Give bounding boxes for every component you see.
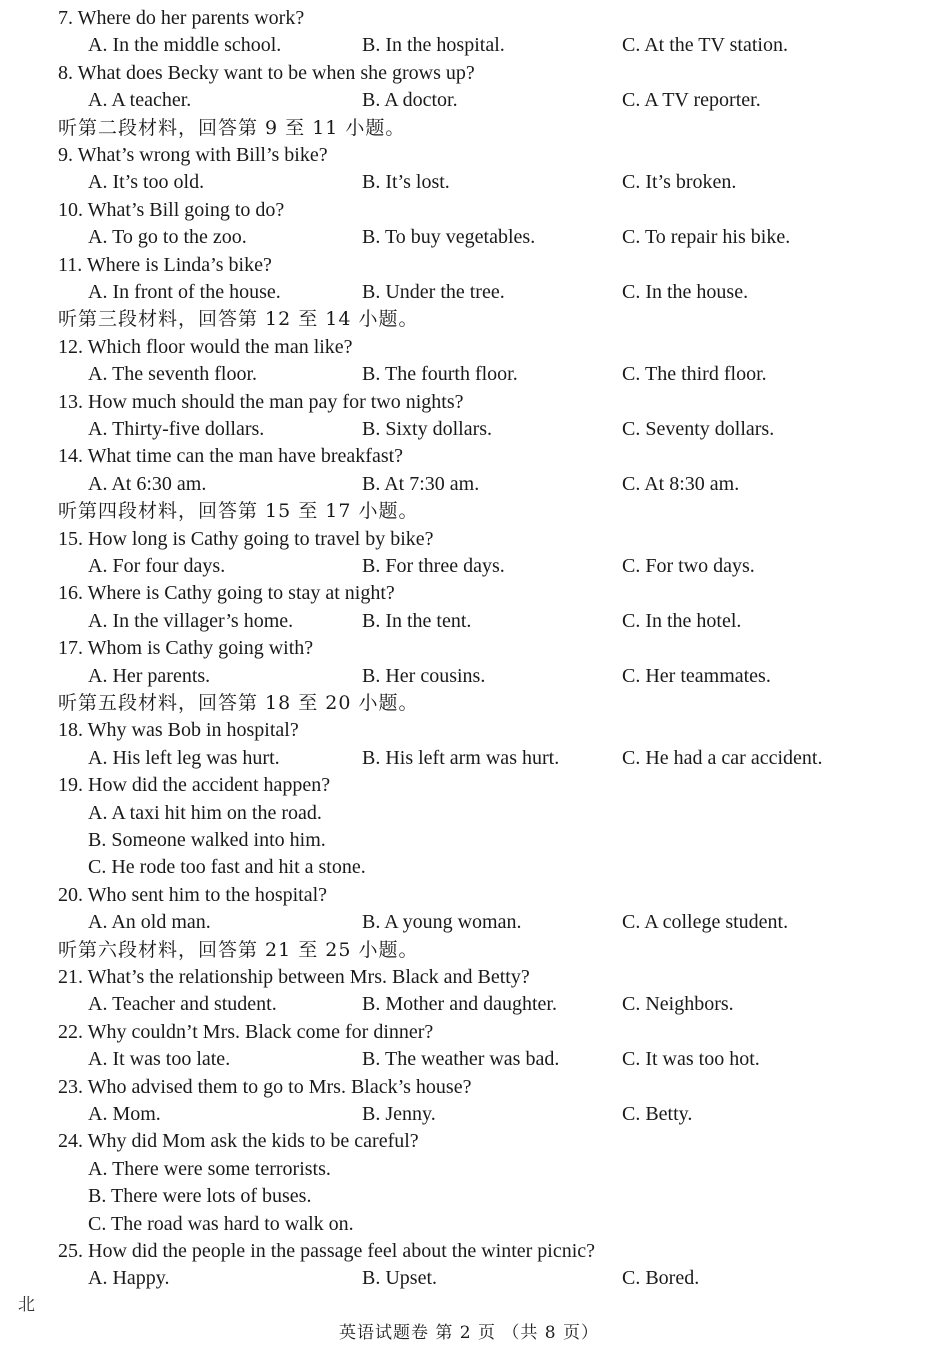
- option-c: C. A college student.: [622, 911, 789, 934]
- question-line: [0, 772, 938, 799]
- question-text: 8. What does Becky want to be when she grows up?: [58, 61, 475, 84]
- edge-text: 北: [18, 1295, 35, 1315]
- question-text: 10. What’s Bill going to do?: [58, 198, 285, 221]
- options-line: [0, 1156, 938, 1183]
- question-text: 11. Where is Linda’s bike?: [58, 253, 272, 276]
- option-c: C. In the house.: [622, 281, 749, 303]
- question-line: [0, 334, 938, 361]
- page-footer: 英语试题卷 第 2 页 （共 8 页）: [338, 1323, 600, 1343]
- options-line: [0, 471, 938, 498]
- question-line: [0, 882, 938, 909]
- option-b: B. Sixty dollars.: [362, 418, 493, 440]
- question-line: [0, 1019, 938, 1046]
- option-c: C. Neighbors.: [622, 993, 734, 1016]
- option-a: A. There were some terrorists.: [88, 1157, 331, 1180]
- option-a: A. The seventh floor.: [88, 363, 258, 386]
- option-c: C. He had a car accident.: [622, 746, 823, 769]
- options-line: [0, 827, 938, 854]
- question-text: 13. How much should the man pay for two nights?: [58, 390, 464, 413]
- option-a: A. His left leg was hurt.: [88, 746, 280, 769]
- option-b: B. A young woman.: [362, 911, 522, 934]
- options-line: [0, 1101, 938, 1128]
- option-b: B. Jenny.: [362, 1103, 436, 1125]
- question-text: 23. Who advised them to go to Mrs. Black’s house?: [58, 1075, 472, 1098]
- option-b: B. For three days.: [362, 555, 505, 577]
- section-text: 听第六段材料，回答第 21 至 25 小题。: [58, 938, 419, 961]
- question-text: 15. How long is Cathy going to travel by bike?: [58, 527, 434, 550]
- option-a: A. Mom.: [88, 1103, 161, 1125]
- question-line: [0, 1238, 938, 1265]
- question-text: 22. Why couldn’t Mrs. Black come for dinner?: [58, 1020, 434, 1043]
- question-text: 25. How did the people in the passage feel about the winter picnic?: [58, 1240, 596, 1262]
- option-a: B. There were lots of buses.: [88, 1185, 312, 1208]
- section-text: 听第五段材料，回答第 18 至 20 小题。: [58, 692, 419, 714]
- option-b: B. In the hospital.: [362, 34, 505, 57]
- option-a: C. He rode too fast and hit a stone.: [88, 856, 366, 879]
- options-line: [0, 854, 938, 881]
- question-text: 7. Where do her parents work?: [58, 7, 305, 29]
- option-a: A. At 6:30 am.: [88, 472, 207, 495]
- option-a: A. In front of the house.: [88, 281, 281, 303]
- option-a: C. The road was hard to walk on.: [88, 1212, 354, 1235]
- question-text: 14. What time can the man have breakfast?: [58, 445, 404, 468]
- options-line: [0, 169, 938, 196]
- option-a: A. It’s too old.: [88, 171, 205, 194]
- question-line: [0, 60, 938, 87]
- question-text: 18. Why was Bob in hospital?: [58, 719, 299, 742]
- option-c: C. A TV reporter.: [622, 89, 761, 112]
- option-a: A. Thirty-five dollars.: [88, 418, 265, 440]
- option-b: B. Under the tree.: [362, 281, 505, 303]
- option-a: A. A taxi hit him on the road.: [88, 801, 322, 824]
- section-instruction: [0, 306, 938, 333]
- option-a: A. Teacher and student.: [88, 993, 277, 1016]
- question-line: [0, 197, 938, 224]
- question-line: [0, 252, 938, 279]
- option-a: A. For four days.: [88, 555, 226, 577]
- option-c: C. Bored.: [622, 1267, 700, 1290]
- option-c: C. In the hotel.: [622, 609, 742, 632]
- question-line: [0, 142, 938, 169]
- option-b: B. The weather was bad.: [362, 1048, 560, 1071]
- option-c: C. For two days.: [622, 555, 755, 577]
- option-c: C. Seventy dollars.: [622, 418, 775, 440]
- option-a: A. Her parents.: [88, 664, 211, 687]
- options-line: [0, 361, 938, 388]
- option-c: C. Her teammates.: [622, 664, 771, 687]
- option-c: C. It’s broken.: [622, 171, 737, 194]
- question-line: [0, 443, 938, 470]
- options-line: [0, 991, 938, 1018]
- options-line: [0, 800, 938, 827]
- options-line: [0, 416, 938, 443]
- options-line: [0, 87, 938, 114]
- question-line: [0, 580, 938, 607]
- question-text: 19. How did the accident happen?: [58, 774, 331, 797]
- question-line: [0, 717, 938, 744]
- question-line: [0, 964, 938, 991]
- section-instruction: [0, 115, 938, 142]
- options-line: [0, 1211, 938, 1238]
- option-a: A. It was too late.: [88, 1048, 231, 1071]
- section-text: 听第三段材料，回答第 12 至 14 小题。: [58, 308, 419, 331]
- question-text: 24. Why did Mom ask the kids to be careful?: [58, 1130, 419, 1153]
- option-a: A. An old man.: [88, 911, 211, 934]
- option-c: C. At the TV station.: [622, 34, 788, 57]
- option-a: A. To go to the zoo.: [88, 226, 247, 249]
- option-b: B. The fourth floor.: [362, 363, 518, 386]
- question-line: [0, 389, 938, 416]
- option-c: C. Betty.: [622, 1103, 693, 1125]
- option-a: A. Happy.: [88, 1267, 170, 1290]
- options-line: [0, 909, 938, 936]
- option-b: B. At 7:30 am.: [362, 472, 480, 495]
- option-a: A. In the middle school.: [88, 34, 282, 57]
- question-text: 12. Which floor would the man like?: [58, 335, 353, 358]
- section-instruction: [0, 498, 938, 525]
- question-text: 16. Where is Cathy going to stay at night?: [58, 582, 395, 605]
- options-line: [0, 1265, 938, 1292]
- option-c: C. At 8:30 am.: [622, 472, 740, 495]
- options-line: [0, 745, 938, 772]
- option-b: B. Upset.: [362, 1267, 437, 1290]
- options-line: [0, 279, 938, 306]
- options-line: [0, 224, 938, 251]
- question-line: [0, 1074, 938, 1101]
- question-line: [0, 5, 938, 32]
- option-a: B. Someone walked into him.: [88, 829, 326, 851]
- option-a: A. In the villager’s home.: [88, 609, 294, 632]
- option-b: B. Mother and daughter.: [362, 993, 557, 1016]
- question-line: [0, 1128, 938, 1155]
- option-b: B. A doctor.: [362, 89, 458, 112]
- question-text: 17. Whom is Cathy going with?: [58, 637, 314, 660]
- option-b: B. To buy vegetables.: [362, 226, 536, 249]
- options-line: [0, 32, 938, 59]
- section-text: 听第四段材料，回答第 15 至 17 小题。: [58, 500, 419, 523]
- options-line: [0, 1183, 938, 1210]
- question-line: [0, 526, 938, 553]
- option-c: C. To repair his bike.: [622, 226, 791, 249]
- options-line: [0, 1046, 938, 1073]
- option-c: C. The third floor.: [622, 363, 767, 386]
- options-line: [0, 553, 938, 580]
- question-text: 21. What’s the relationship between Mrs. Black and Betty?: [58, 966, 530, 988]
- question-text: 9. What’s wrong with Bill’s bike?: [58, 144, 328, 166]
- option-b: B. Her cousins.: [362, 664, 486, 687]
- section-instruction: [0, 937, 938, 964]
- options-line: [0, 663, 938, 690]
- question-text: 20. Who sent him to the hospital?: [58, 883, 328, 906]
- section-instruction: [0, 690, 938, 717]
- option-c: C. It was too hot.: [622, 1048, 760, 1071]
- options-line: [0, 608, 938, 635]
- option-b: B. His left arm was hurt.: [362, 746, 560, 769]
- option-a: A. A teacher.: [88, 89, 192, 112]
- section-text: 听第二段材料，回答第 9 至 11 小题。: [58, 116, 406, 139]
- option-b: B. It’s lost.: [362, 171, 450, 194]
- option-b: B. In the tent.: [362, 609, 472, 632]
- question-line: [0, 635, 938, 662]
